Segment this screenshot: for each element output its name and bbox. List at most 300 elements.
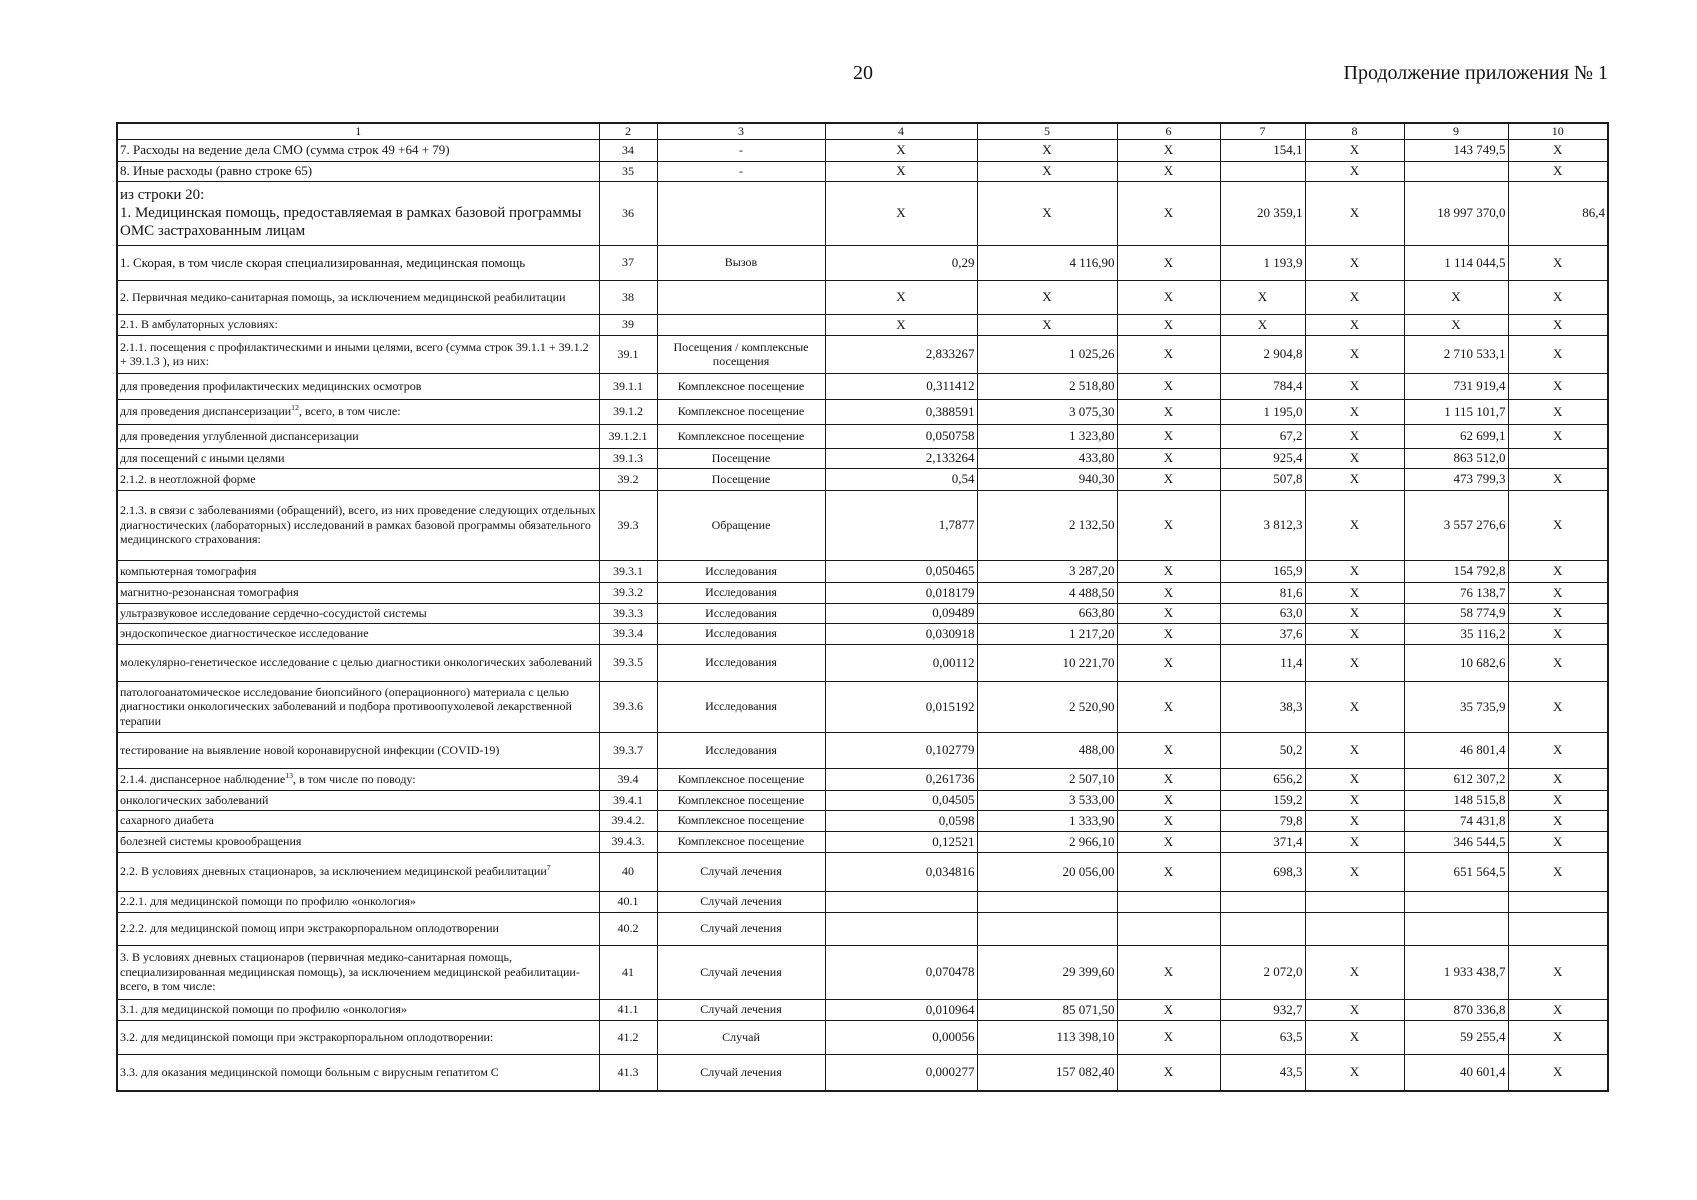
- value-col-5-cell: X: [977, 314, 1117, 335]
- unit-cell: Посещения / комплексные посещения: [657, 335, 825, 373]
- value-col-9-cell: [1404, 912, 1508, 945]
- row-label-cell: 2. Первичная медико-санитарная помощь, за исключением медицинской реабилитации: [117, 280, 599, 314]
- value-col-4-cell: 0,102779: [825, 732, 977, 768]
- value-col-6-cell: X: [1117, 181, 1220, 245]
- value-col-10-cell: X: [1508, 399, 1608, 424]
- value-col-4-cell: 0,311412: [825, 373, 977, 399]
- value-col-6-cell: X: [1117, 424, 1220, 448]
- table-row: [117, 790, 1608, 810]
- row-label-cell: тестирование на выявление новой коронавирусной инфекции (COVID-19): [117, 732, 599, 768]
- column-number-header: 1: [117, 123, 599, 139]
- value-col-6-cell: X: [1117, 681, 1220, 732]
- value-col-6-cell: X: [1117, 831, 1220, 852]
- table-row: [117, 560, 1608, 582]
- value-col-4-cell: X: [825, 280, 977, 314]
- table-row: [117, 399, 1608, 424]
- value-col-5-cell: 663,80: [977, 603, 1117, 623]
- value-col-6-cell: X: [1117, 468, 1220, 490]
- row-label-cell: 1. Скорая, в том числе скорая специализированная, медицинская помощь: [117, 245, 599, 280]
- value-col-10-cell: X: [1508, 623, 1608, 644]
- value-col-10-cell: X: [1508, 468, 1608, 490]
- value-col-5-cell: 4 116,90: [977, 245, 1117, 280]
- row-code-cell: 39.3.7: [599, 732, 657, 768]
- value-col-10-cell: X: [1508, 644, 1608, 681]
- row-label-cell: 3.1. для медицинской помощи по профилю «онкология»: [117, 999, 599, 1020]
- value-col-10-cell: [1508, 891, 1608, 912]
- value-col-7-cell: 20 359,1: [1220, 181, 1305, 245]
- row-label-cell: для проведения углубленной диспансеризации: [117, 424, 599, 448]
- row-code-cell: 39.3.4: [599, 623, 657, 644]
- value-col-10-cell: X: [1508, 424, 1608, 448]
- value-col-10-cell: X: [1508, 999, 1608, 1020]
- value-col-8-cell: X: [1305, 181, 1404, 245]
- value-col-6-cell: X: [1117, 790, 1220, 810]
- value-col-5-cell: 20 056,00: [977, 852, 1117, 891]
- unit-cell: Случай лечения: [657, 1054, 825, 1091]
- value-col-10-cell: X: [1508, 245, 1608, 280]
- value-col-5-cell: 3 075,30: [977, 399, 1117, 424]
- table-row: [117, 335, 1608, 373]
- table-body: [117, 139, 1608, 1091]
- row-label-cell: [117, 181, 599, 245]
- row-label-text: , всего, в том числе:: [298, 404, 401, 419]
- value-col-9-cell: 10 682,6: [1404, 644, 1508, 681]
- unit-cell: Случай лечения: [657, 945, 825, 999]
- value-col-8-cell: [1305, 912, 1404, 945]
- value-col-9-cell: 346 544,5: [1404, 831, 1508, 852]
- row-label-cell: 3.2. для медицинской помощи при экстракорпоральном оплодотворении:: [117, 1020, 599, 1054]
- value-col-7-cell: 81,6: [1220, 582, 1305, 603]
- value-col-5-cell: 85 071,50: [977, 999, 1117, 1020]
- row-code-cell: 40: [599, 852, 657, 891]
- value-col-6-cell: X: [1117, 1020, 1220, 1054]
- column-number-header: 4: [825, 123, 977, 139]
- value-col-6-cell: X: [1117, 139, 1220, 161]
- footnote-mark: 7: [546, 863, 551, 873]
- row-label-cell: онкологических заболеваний: [117, 790, 599, 810]
- unit-cell: Посещение: [657, 448, 825, 468]
- table-row: [117, 280, 1608, 314]
- row-label-text: , в том числе по поводу:: [293, 771, 416, 786]
- unit-cell: Исследования: [657, 732, 825, 768]
- row-label-cell: 2.1.2. в неотложной форме: [117, 468, 599, 490]
- value-col-9-cell: 143 749,5: [1404, 139, 1508, 161]
- value-col-4-cell: X: [825, 181, 977, 245]
- value-col-8-cell: X: [1305, 560, 1404, 582]
- value-col-5-cell: 940,30: [977, 468, 1117, 490]
- value-col-4-cell: 0,000277: [825, 1054, 977, 1091]
- value-col-5-cell: 2 507,10: [977, 768, 1117, 790]
- value-col-9-cell: 3 557 276,6: [1404, 490, 1508, 560]
- value-col-7-cell: X: [1220, 280, 1305, 314]
- value-col-10-cell: X: [1508, 732, 1608, 768]
- unit-cell: -: [657, 161, 825, 181]
- value-col-5-cell: 157 082,40: [977, 1054, 1117, 1091]
- value-col-8-cell: X: [1305, 644, 1404, 681]
- value-col-7-cell: 1 193,9: [1220, 245, 1305, 280]
- value-col-8-cell: X: [1305, 399, 1404, 424]
- unit-cell: Случай: [657, 1020, 825, 1054]
- row-label-line: [120, 772, 597, 786]
- unit-cell: Исследования: [657, 681, 825, 732]
- row-label-text: для проведения диспансеризации: [120, 404, 292, 419]
- value-col-6-cell: X: [1117, 768, 1220, 790]
- value-col-6-cell: X: [1117, 373, 1220, 399]
- value-col-5-cell: [977, 891, 1117, 912]
- column-number-header: 6: [1117, 123, 1220, 139]
- value-col-8-cell: X: [1305, 139, 1404, 161]
- value-col-9-cell: 2 710 533,1: [1404, 335, 1508, 373]
- row-code-cell: 39.1.2.1: [599, 424, 657, 448]
- row-code-cell: 37: [599, 245, 657, 280]
- value-col-6-cell: X: [1117, 999, 1220, 1020]
- value-col-4-cell: 0,070478: [825, 945, 977, 999]
- value-col-8-cell: X: [1305, 999, 1404, 1020]
- value-col-8-cell: X: [1305, 768, 1404, 790]
- value-col-9-cell: 1 115 101,7: [1404, 399, 1508, 424]
- table-row: [117, 1020, 1608, 1054]
- value-col-6-cell: X: [1117, 448, 1220, 468]
- value-col-9-cell: 58 774,9: [1404, 603, 1508, 623]
- table-row: [117, 603, 1608, 623]
- value-col-8-cell: X: [1305, 490, 1404, 560]
- row-label-cell: 3. В условиях дневных стационаров (первичная медико-санитарная помощь, специализированная медицинская помощь), за исключением медицинской реабилитации-всего, в том числе:: [117, 945, 599, 999]
- value-col-4-cell: 0,54: [825, 468, 977, 490]
- value-col-9-cell: 18 997 370,0: [1404, 181, 1508, 245]
- value-col-10-cell: X: [1508, 1054, 1608, 1091]
- row-code-cell: 39.2: [599, 468, 657, 490]
- value-col-4-cell: 2,833267: [825, 335, 977, 373]
- row-label-cell: магнитно-резонансная томография: [117, 582, 599, 603]
- value-col-5-cell: 29 399,60: [977, 945, 1117, 999]
- value-col-6-cell: X: [1117, 280, 1220, 314]
- value-col-7-cell: 784,4: [1220, 373, 1305, 399]
- value-col-5-cell: 488,00: [977, 732, 1117, 768]
- row-code-cell: 39.3.5: [599, 644, 657, 681]
- value-col-10-cell: [1508, 912, 1608, 945]
- value-col-7-cell: 38,3: [1220, 681, 1305, 732]
- value-col-6-cell: X: [1117, 1054, 1220, 1091]
- row-label-line: из строки 20:: [120, 187, 205, 203]
- unit-cell: Случай лечения: [657, 912, 825, 945]
- value-col-5-cell: 10 221,70: [977, 644, 1117, 681]
- value-col-7-cell: 371,4: [1220, 831, 1305, 852]
- value-col-9-cell: [1404, 891, 1508, 912]
- unit-cell: Комплексное посещение: [657, 768, 825, 790]
- data-table: [116, 122, 1609, 1092]
- value-col-8-cell: X: [1305, 681, 1404, 732]
- value-col-8-cell: X: [1305, 373, 1404, 399]
- value-col-9-cell: 35 116,2: [1404, 623, 1508, 644]
- value-col-4-cell: 0,015192: [825, 681, 977, 732]
- value-col-10-cell: X: [1508, 831, 1608, 852]
- value-col-9-cell: 59 255,4: [1404, 1020, 1508, 1054]
- table-row: [117, 912, 1608, 945]
- column-number-header: 2: [599, 123, 657, 139]
- value-col-6-cell: X: [1117, 399, 1220, 424]
- value-col-9-cell: 154 792,8: [1404, 560, 1508, 582]
- unit-cell: [657, 181, 825, 245]
- value-col-4-cell: 1,7877: [825, 490, 977, 560]
- unit-cell: Случай лечения: [657, 891, 825, 912]
- column-number-header: 8: [1305, 123, 1404, 139]
- table-row: [117, 373, 1608, 399]
- row-label-cell: 7. Расходы на ведение дела СМО (сумма строк 49 +64 + 79): [117, 139, 599, 161]
- value-col-5-cell: X: [977, 280, 1117, 314]
- value-col-9-cell: 40 601,4: [1404, 1054, 1508, 1091]
- value-col-8-cell: X: [1305, 468, 1404, 490]
- value-col-7-cell: 2 904,8: [1220, 335, 1305, 373]
- value-col-6-cell: X: [1117, 314, 1220, 335]
- value-col-4-cell: 0,388591: [825, 399, 977, 424]
- value-col-9-cell: 148 515,8: [1404, 790, 1508, 810]
- table-row: [117, 448, 1608, 468]
- value-col-7-cell: 2 072,0: [1220, 945, 1305, 999]
- value-col-5-cell: 433,80: [977, 448, 1117, 468]
- value-col-6-cell: X: [1117, 732, 1220, 768]
- column-number-header: 10: [1508, 123, 1608, 139]
- footnote-mark: 13: [285, 770, 294, 780]
- value-col-9-cell: 612 307,2: [1404, 768, 1508, 790]
- value-col-5-cell: [977, 912, 1117, 945]
- unit-cell: Вызов: [657, 245, 825, 280]
- column-number-header: 9: [1404, 123, 1508, 139]
- value-col-9-cell: 651 564,5: [1404, 852, 1508, 891]
- unit-cell: Комплексное посещение: [657, 424, 825, 448]
- value-col-7-cell: 67,2: [1220, 424, 1305, 448]
- table-row: [117, 490, 1608, 560]
- value-col-10-cell: X: [1508, 373, 1608, 399]
- value-col-4-cell: 0,018179: [825, 582, 977, 603]
- row-code-cell: 41: [599, 945, 657, 999]
- value-col-9-cell: 870 336,8: [1404, 999, 1508, 1020]
- value-col-4-cell: 2,133264: [825, 448, 977, 468]
- value-col-8-cell: X: [1305, 335, 1404, 373]
- row-label-cell: 2.2.1. для медицинской помощи по профилю «онкология»: [117, 891, 599, 912]
- value-col-10-cell: X: [1508, 603, 1608, 623]
- value-col-5-cell: 1 025,26: [977, 335, 1117, 373]
- row-code-cell: 39.3.2: [599, 582, 657, 603]
- table-row: [117, 468, 1608, 490]
- row-label-cell: патологоанатомическое исследование биопсийного (операционного) материала с целью диагностики онкологических заболеваний и подбора противоопухолевой лекарственной терапии: [117, 681, 599, 732]
- value-col-9-cell: 1 114 044,5: [1404, 245, 1508, 280]
- value-col-10-cell: [1508, 448, 1608, 468]
- value-col-10-cell: X: [1508, 161, 1608, 181]
- value-col-4-cell: 0,00056: [825, 1020, 977, 1054]
- row-label-cell: компьютерная томография: [117, 560, 599, 582]
- value-col-10-cell: X: [1508, 582, 1608, 603]
- unit-cell: Комплексное посещение: [657, 810, 825, 831]
- value-col-6-cell: X: [1117, 623, 1220, 644]
- value-col-4-cell: 0,00112: [825, 644, 977, 681]
- value-col-8-cell: X: [1305, 623, 1404, 644]
- value-col-8-cell: X: [1305, 732, 1404, 768]
- value-col-5-cell: X: [977, 139, 1117, 161]
- value-col-6-cell: X: [1117, 335, 1220, 373]
- value-col-6-cell: X: [1117, 852, 1220, 891]
- value-col-10-cell: X: [1508, 280, 1608, 314]
- value-col-7-cell: 79,8: [1220, 810, 1305, 831]
- row-code-cell: 40.2: [599, 912, 657, 945]
- table-row: [117, 831, 1608, 852]
- row-code-cell: 39.4.2.: [599, 810, 657, 831]
- row-code-cell: 35: [599, 161, 657, 181]
- value-col-7-cell: [1220, 912, 1305, 945]
- value-col-4-cell: 0,04505: [825, 790, 977, 810]
- row-label-cell: сахарного диабета: [117, 810, 599, 831]
- table-row: [117, 314, 1608, 335]
- row-label-cell: 3.3. для оказания медицинской помощи больным с вирусным гепатитом С: [117, 1054, 599, 1091]
- value-col-8-cell: [1305, 891, 1404, 912]
- page-number: 20: [853, 62, 873, 84]
- value-col-4-cell: 0,09489: [825, 603, 977, 623]
- value-col-10-cell: X: [1508, 945, 1608, 999]
- table-row: [117, 644, 1608, 681]
- row-code-cell: 39.1.2: [599, 399, 657, 424]
- unit-cell: Комплексное посещение: [657, 399, 825, 424]
- table-row: [117, 852, 1608, 891]
- value-col-7-cell: 165,9: [1220, 560, 1305, 582]
- row-label-line: [120, 404, 597, 418]
- row-label-cell: [117, 768, 599, 790]
- value-col-5-cell: 2 966,10: [977, 831, 1117, 852]
- table-row: [117, 424, 1608, 448]
- value-col-7-cell: 1 195,0: [1220, 399, 1305, 424]
- value-col-5-cell: 3 533,00: [977, 790, 1117, 810]
- value-col-10-cell: X: [1508, 314, 1608, 335]
- value-col-7-cell: 43,5: [1220, 1054, 1305, 1091]
- value-col-5-cell: 2 518,80: [977, 373, 1117, 399]
- row-label-cell: молекулярно-генетическое исследование с целью диагностики онкологических заболеваний: [117, 644, 599, 681]
- value-col-7-cell: 154,1: [1220, 139, 1305, 161]
- value-col-7-cell: 3 812,3: [1220, 490, 1305, 560]
- unit-cell: Исследования: [657, 623, 825, 644]
- value-col-9-cell: 731 919,4: [1404, 373, 1508, 399]
- value-col-5-cell: 1 333,90: [977, 810, 1117, 831]
- row-code-cell: 39.1: [599, 335, 657, 373]
- value-col-8-cell: X: [1305, 810, 1404, 831]
- value-col-6-cell: X: [1117, 603, 1220, 623]
- value-col-8-cell: X: [1305, 1054, 1404, 1091]
- value-col-6-cell: X: [1117, 245, 1220, 280]
- value-col-7-cell: 507,8: [1220, 468, 1305, 490]
- row-label-cell: болезней системы кровообращения: [117, 831, 599, 852]
- row-code-cell: 41.2: [599, 1020, 657, 1054]
- unit-cell: Случай лечения: [657, 999, 825, 1020]
- value-col-5-cell: X: [977, 161, 1117, 181]
- row-label-cell: для посещений с иными целями: [117, 448, 599, 468]
- row-code-cell: 38: [599, 280, 657, 314]
- row-label-cell: [117, 852, 599, 891]
- value-col-6-cell: X: [1117, 560, 1220, 582]
- table-row: [117, 768, 1608, 790]
- value-col-5-cell: 113 398,10: [977, 1020, 1117, 1054]
- value-col-10-cell: X: [1508, 490, 1608, 560]
- value-col-9-cell: 1 933 438,7: [1404, 945, 1508, 999]
- value-col-10-cell: 86,4: [1508, 181, 1608, 245]
- value-col-9-cell: X: [1404, 314, 1508, 335]
- value-col-7-cell: [1220, 161, 1305, 181]
- value-col-8-cell: X: [1305, 852, 1404, 891]
- value-col-4-cell: 0,030918: [825, 623, 977, 644]
- value-col-4-cell: [825, 891, 977, 912]
- value-col-10-cell: X: [1508, 139, 1608, 161]
- value-col-4-cell: X: [825, 139, 977, 161]
- unit-cell: Исследования: [657, 603, 825, 623]
- row-code-cell: 39: [599, 314, 657, 335]
- value-col-6-cell: [1117, 891, 1220, 912]
- table-row: [117, 161, 1608, 181]
- row-label-cell: ультразвуковое исследование сердечно-сосудистой системы: [117, 603, 599, 623]
- value-col-4-cell: 0,12521: [825, 831, 977, 852]
- row-code-cell: 40.1: [599, 891, 657, 912]
- unit-cell: Комплексное посещение: [657, 790, 825, 810]
- row-code-cell: 39.4.1: [599, 790, 657, 810]
- unit-cell: Исследования: [657, 582, 825, 603]
- value-col-8-cell: X: [1305, 831, 1404, 852]
- value-col-10-cell: X: [1508, 1020, 1608, 1054]
- row-label-cell: 8. Иные расходы (равно строке 65): [117, 161, 599, 181]
- row-code-cell: 36: [599, 181, 657, 245]
- value-col-4-cell: X: [825, 314, 977, 335]
- row-label-cell: 2.1.1. посещения с профилактическими и иными целями, всего (сумма строк 39.1.1 + 39.1.2 + 39.1.3 ), из них:: [117, 335, 599, 373]
- row-label-cell: [117, 399, 599, 424]
- value-col-9-cell: [1404, 161, 1508, 181]
- unit-cell: Обращение: [657, 490, 825, 560]
- row-code-cell: 39.3.3: [599, 603, 657, 623]
- value-col-8-cell: X: [1305, 424, 1404, 448]
- value-col-6-cell: X: [1117, 945, 1220, 999]
- value-col-7-cell: 63,5: [1220, 1020, 1305, 1054]
- value-col-10-cell: X: [1508, 810, 1608, 831]
- value-col-10-cell: X: [1508, 768, 1608, 790]
- table-row: [117, 810, 1608, 831]
- row-code-cell: 39.3.6: [599, 681, 657, 732]
- value-col-7-cell: 925,4: [1220, 448, 1305, 468]
- row-label-line: 1. Медицинская помощь, предоставляемая в рамках базовой программы ОМС застрахованным лицам: [120, 205, 582, 239]
- table-row: [117, 945, 1608, 999]
- value-col-5-cell: X: [977, 181, 1117, 245]
- value-col-7-cell: 698,3: [1220, 852, 1305, 891]
- table-row: [117, 891, 1608, 912]
- value-col-8-cell: X: [1305, 1020, 1404, 1054]
- value-col-8-cell: X: [1305, 161, 1404, 181]
- value-col-4-cell: 0,050465: [825, 560, 977, 582]
- table-row: [117, 999, 1608, 1020]
- value-col-10-cell: X: [1508, 790, 1608, 810]
- value-col-9-cell: 76 138,7: [1404, 582, 1508, 603]
- value-col-4-cell: 0,261736: [825, 768, 977, 790]
- table-row: [117, 139, 1608, 161]
- value-col-8-cell: X: [1305, 280, 1404, 314]
- unit-cell: Исследования: [657, 560, 825, 582]
- value-col-8-cell: X: [1305, 582, 1404, 603]
- value-col-10-cell: X: [1508, 335, 1608, 373]
- value-col-7-cell: [1220, 891, 1305, 912]
- value-col-5-cell: 2 520,90: [977, 681, 1117, 732]
- row-label-cell: 2.2.2. для медицинской помощ ипри экстракорпоральном оплодотворении: [117, 912, 599, 945]
- appendix-continuation-title: Продолжение приложения № 1: [1343, 62, 1608, 84]
- value-col-9-cell: 74 431,8: [1404, 810, 1508, 831]
- value-col-4-cell: [825, 912, 977, 945]
- value-col-7-cell: 656,2: [1220, 768, 1305, 790]
- value-col-8-cell: X: [1305, 245, 1404, 280]
- value-col-7-cell: 63,0: [1220, 603, 1305, 623]
- table-row: [117, 681, 1608, 732]
- row-code-cell: 39.4: [599, 768, 657, 790]
- table-row: [117, 1054, 1608, 1091]
- value-col-9-cell: 35 735,9: [1404, 681, 1508, 732]
